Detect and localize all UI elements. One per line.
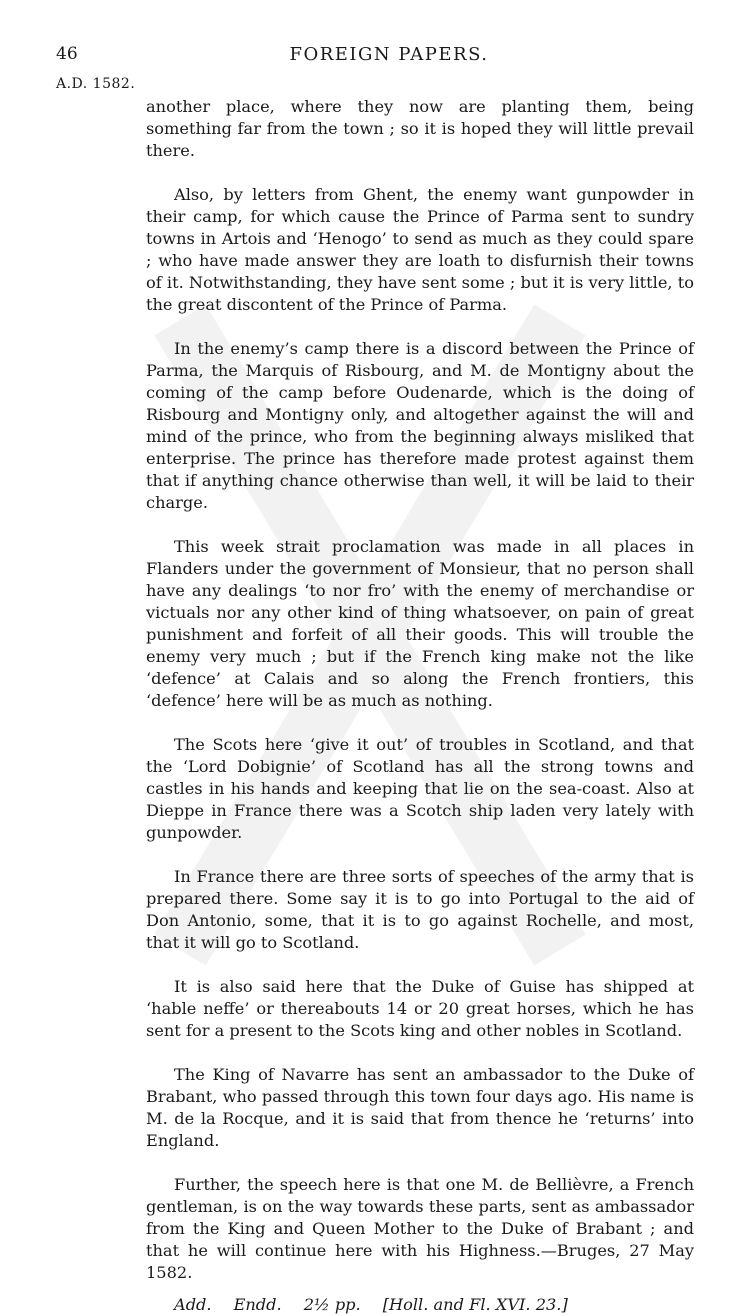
paragraph-proclamation: This week strait proclamation was made in all places in Flanders under the government of Monsieur, that no person shall have any dealings ‘to nor fro’ with the enemy of merchandise or victuals nor any other kind of thing whatsoever, on pain of great punishment and forfeit of all their goods. This will trouble the enemy very much ; but if the French king make not the like ‘defence’ at Calais and so along the French frontiers, this ‘defence’ here will be as much as nothing. bbox=[146, 537, 694, 710]
endnote-reference: [Holl. and Fl. XVI. 23.] bbox=[382, 1295, 568, 1314]
page-number: 46 bbox=[56, 44, 78, 64]
running-title: FOREIGN PAPERS. bbox=[289, 44, 489, 65]
paragraph-scots: The Scots here ‘give it out’ of troubles in Scotland, and that the ‘Lord Dobignie’ of Scotland has all the strong towns and castles in his hands and keeping that lie on the sea-coast. Also at Dieppe in France there was a Scotch ship laden very lately with gunpowder. bbox=[146, 735, 694, 842]
endnote-add: Add. bbox=[174, 1295, 212, 1314]
body-text bbox=[146, 96, 694, 1316]
margin-date: A.D. 1582. bbox=[56, 76, 136, 92]
paragraph-discord: In the enemy’s camp there is a discord between the Prince of Parma, the Marquis of Risbourg, and M. de Montigny about the coming of the camp before Oudenarde, which is the doing of Risbourg and Montigny only, and altogether against the will and mind of the prince, who from the beginning always misliked that enterprise. The prince has therefore made protest against them that if anything chance otherwise than well, it will be laid to their charge. bbox=[146, 339, 694, 512]
paragraph-bellievre: Further, the speech here is that one M. de Bellièvre, a French gentleman, is on the way towards these parts, sent as ambassador from the King and Queen Mother to the Duke of Brabant ; and that he will continue here with his Highness.—Bruges, 27 May 1582. bbox=[146, 1175, 694, 1282]
paragraph-continuation: another place, where they now are planting them, being something far from the town ; so it is hoped they will little prevail there. bbox=[146, 97, 694, 160]
paragraph-navarre: The King of Navarre has sent an ambassador to the Duke of Brabant, who passed through this town four days ago. His name is M. de la Rocque, and it is said that from thence he ‘returns’ into England. bbox=[146, 1065, 694, 1150]
paragraph-guise: It is also said here that the Duke of Guise has shipped at ‘hable neffe’ or thereabouts 14 or 20 great horses, which he has sent for a present to the Scots king and other nobles in Scotland. bbox=[146, 977, 694, 1040]
endnote-pages: 2½ pp. bbox=[303, 1295, 361, 1314]
paragraph-france-army: In France there are three sorts of speeches of the army that is prepared there. Some say it is to go into Portugal to the aid of Don Antonio, some, that it is to go against Rochelle, and most, that it will go to Scotland. bbox=[146, 867, 694, 952]
paragraph-gunpowder: Also, by letters from Ghent, the enemy want gunpowder in their camp, for which cause the Prince of Parma sent to sundry towns in Artois and ‘Henogo’ to send as much as they could spare ; who have made answer they are loath to disfurnish their towns of it. Notwithstanding, they have sent some ; but it is very little, to the great discontent of the Prince of Parma. bbox=[146, 185, 694, 314]
endnote-endd: Endd. bbox=[233, 1295, 282, 1314]
endnote-line bbox=[146, 1294, 694, 1316]
